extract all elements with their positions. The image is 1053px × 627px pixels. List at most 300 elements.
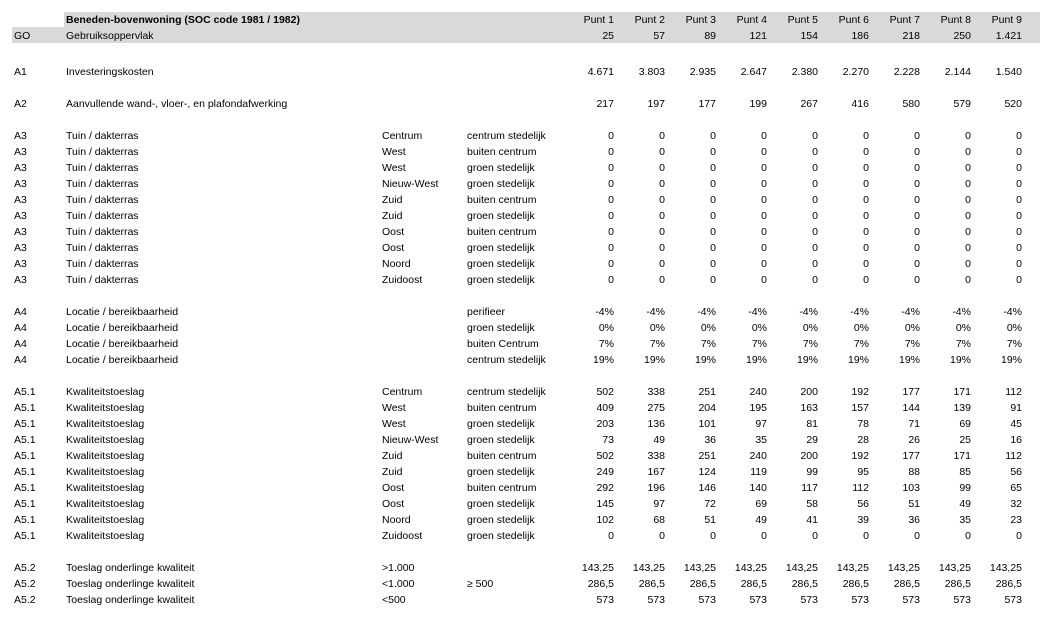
- row-value: 73: [602, 434, 614, 446]
- row-value: 0: [1016, 258, 1022, 270]
- row-description: Kwaliteitstoeslag: [66, 466, 145, 478]
- row-value: 0: [914, 226, 920, 238]
- row-type: centrum stedelijk: [467, 386, 546, 398]
- row-description: Kwaliteitstoeslag: [66, 530, 145, 542]
- row-value: 171: [953, 386, 971, 398]
- row-value: 192: [851, 386, 869, 398]
- row-value: 0%: [853, 322, 869, 334]
- row-value: 286,5: [740, 578, 767, 590]
- row-value: 140: [749, 482, 767, 494]
- row-value: 49: [653, 434, 665, 446]
- row-value: 171: [953, 450, 971, 462]
- row-value: 286,5: [893, 578, 920, 590]
- row-value: 117: [801, 482, 818, 494]
- row-value: 145: [596, 498, 614, 510]
- punt-header: Punt 5: [787, 14, 818, 26]
- row-description: Tuin / dakterras: [66, 178, 139, 190]
- row-value: 78: [857, 418, 869, 430]
- go-code: A5.2: [14, 594, 36, 606]
- row-value: 0: [812, 530, 818, 542]
- row-value: -4%: [952, 306, 971, 318]
- go-code: A5.1: [14, 450, 36, 462]
- row-description: Kwaliteitstoeslag: [66, 434, 145, 446]
- row-value: 0: [1016, 130, 1022, 142]
- punt-header: Punt 4: [736, 14, 767, 26]
- row-value: 58: [806, 498, 818, 510]
- go-code: A3: [14, 194, 27, 206]
- row-value: 143,25: [734, 562, 767, 574]
- row-value: 0: [761, 274, 767, 286]
- row-value: 167: [647, 466, 665, 478]
- punt-header: Punt 9: [991, 14, 1022, 26]
- row-value: 25: [959, 434, 971, 446]
- row-value: 112: [1005, 450, 1022, 462]
- go-code: A1: [14, 66, 27, 78]
- go-code: A3: [14, 210, 27, 222]
- row-region: West: [382, 162, 406, 174]
- row-value: 19%: [796, 354, 818, 366]
- row-type: buiten centrum: [467, 482, 537, 494]
- row-value: 0: [914, 530, 920, 542]
- row-value: 7%: [904, 338, 920, 350]
- row-value: 97: [653, 498, 665, 510]
- row-description: Tuin / dakterras: [66, 130, 139, 142]
- row-value: 4.671: [587, 66, 614, 78]
- row-value: 0: [761, 178, 767, 190]
- row-value: 88: [908, 466, 920, 478]
- table-row: [12, 448, 1040, 464]
- row-value: 69: [959, 418, 971, 430]
- row-value: 0: [914, 146, 920, 158]
- row-value: 573: [1004, 594, 1022, 606]
- row-type: buiten centrum: [467, 402, 537, 414]
- row-value: 0: [965, 146, 971, 158]
- table-row: [12, 144, 1040, 160]
- row-value: 203: [596, 418, 614, 430]
- row-value: 19%: [898, 354, 920, 366]
- row-value: 0: [965, 210, 971, 222]
- row-value: 0%: [1006, 322, 1022, 334]
- row-value: 2.935: [689, 66, 716, 78]
- row-value: 0: [710, 530, 716, 542]
- row-value: 81: [806, 418, 818, 430]
- row-value: 573: [596, 594, 614, 606]
- row-value: 286,5: [587, 578, 614, 590]
- go-code: A5.1: [14, 466, 36, 478]
- row-type: groen stedelijk: [467, 530, 535, 542]
- row-value: 19%: [592, 354, 614, 366]
- row-type: ≥ 500: [467, 578, 494, 590]
- row-value: 0: [1016, 146, 1022, 158]
- go-code: A3: [14, 242, 27, 254]
- row-value: 0: [1016, 210, 1022, 222]
- row-value: 143,25: [989, 562, 1022, 574]
- row-value: 0: [914, 242, 920, 254]
- row-value: 7%: [955, 338, 971, 350]
- row-value: 85: [959, 466, 971, 478]
- row-value: 7%: [700, 338, 716, 350]
- row-region: >1.000: [382, 562, 415, 574]
- row-value: 0: [812, 146, 818, 158]
- table-row: [12, 160, 1040, 176]
- row-value: 0: [710, 146, 716, 158]
- row-value: 0: [965, 530, 971, 542]
- row-description: Locatie / bereikbaarheid: [66, 354, 179, 366]
- header-row-oppervlak: [12, 28, 1040, 44]
- row-description: Toeslag onderlinge kwaliteit: [66, 578, 195, 590]
- row-value: 0: [761, 258, 767, 270]
- row-region: Oost: [382, 242, 405, 254]
- row-description: Locatie / bereikbaarheid: [66, 338, 179, 350]
- row-type: groen stedelijk: [467, 258, 535, 270]
- row-value: 0: [608, 210, 614, 222]
- row-value: -4%: [799, 306, 818, 318]
- row-value: 573: [902, 594, 920, 606]
- table-row: [12, 336, 1040, 352]
- row-value: 0: [659, 146, 665, 158]
- row-region: [382, 64, 468, 80]
- row-value: -4%: [595, 306, 614, 318]
- row-description: Kwaliteitstoeslag: [66, 482, 145, 494]
- row-value: 95: [857, 466, 869, 478]
- row-value: 0: [710, 258, 716, 270]
- row-value: 0: [710, 242, 716, 254]
- row-value: 0: [761, 530, 767, 542]
- row-value: 0: [659, 258, 665, 270]
- oppervlak-value: 25: [602, 30, 614, 42]
- row-value: 0: [710, 226, 716, 238]
- row-value: 143,25: [632, 562, 665, 574]
- row-value: 139: [953, 402, 971, 414]
- row-region: West: [382, 146, 406, 158]
- row-value: 0: [710, 194, 716, 206]
- row-type: buiten centrum: [467, 226, 537, 238]
- row-value: 0: [965, 178, 971, 190]
- punt-header: Punt 7: [889, 14, 920, 26]
- row-value: 0: [608, 178, 614, 190]
- row-value: 292: [596, 482, 614, 494]
- table-row: [12, 320, 1040, 336]
- row-value: 0: [761, 146, 767, 158]
- row-value: 143,25: [938, 562, 971, 574]
- oppervlak-value: 250: [953, 30, 971, 42]
- row-value: 7%: [751, 338, 767, 350]
- row-value: 267: [800, 98, 818, 110]
- go-code: A4: [14, 322, 27, 334]
- row-type: [467, 560, 567, 576]
- row-value: 143,25: [785, 562, 818, 574]
- row-value: 338: [647, 450, 665, 462]
- row-value: 7%: [598, 338, 614, 350]
- row-value: 0: [812, 194, 818, 206]
- row-description: Tuin / dakterras: [66, 194, 139, 206]
- row-description: Tuin / dakterras: [66, 242, 139, 254]
- go-code: A5.1: [14, 418, 36, 430]
- table-row: [12, 384, 1040, 400]
- row-description: Toeslag onderlinge kwaliteit: [66, 594, 195, 606]
- row-value: 0: [1016, 194, 1022, 206]
- row-description: Investeringskosten: [66, 66, 154, 78]
- row-value: 7%: [802, 338, 818, 350]
- row-value: 19%: [694, 354, 716, 366]
- row-value: 69: [755, 498, 767, 510]
- row-value: 2.228: [893, 66, 920, 78]
- table-row: [12, 560, 1040, 576]
- go-code: A3: [14, 146, 27, 158]
- row-value: 91: [1010, 402, 1022, 414]
- row-value: 251: [698, 386, 716, 398]
- row-value: 26: [908, 434, 920, 446]
- row-description: Tuin / dakterras: [66, 226, 139, 238]
- row-value: 0: [1016, 242, 1022, 254]
- go-code: A3: [14, 130, 27, 142]
- table-row: [12, 512, 1040, 528]
- row-value: 0: [659, 178, 665, 190]
- row-value: 0: [812, 274, 818, 286]
- table-row: [12, 224, 1040, 240]
- row-type: centrum stedelijk: [467, 354, 546, 366]
- punt-header: Punt 6: [838, 14, 869, 26]
- row-value: 251: [698, 450, 716, 462]
- go-code: A5.1: [14, 402, 36, 414]
- row-description: Kwaliteitstoeslag: [66, 450, 145, 462]
- row-region: [382, 320, 468, 336]
- row-region: Centrum: [382, 386, 423, 398]
- row-value: 0: [710, 130, 716, 142]
- row-value: 0: [965, 194, 971, 206]
- row-value: 0: [761, 130, 767, 142]
- go-code: A3: [14, 258, 27, 270]
- row-value: 2.270: [842, 66, 869, 78]
- row-value: 0: [863, 162, 869, 174]
- row-type: groen stedelijk: [467, 418, 535, 430]
- row-value: 0: [659, 162, 665, 174]
- row-value: 0: [863, 146, 869, 158]
- row-value: 0: [914, 258, 920, 270]
- row-description: Kwaliteitstoeslag: [66, 402, 145, 414]
- oppervlak-value: 57: [653, 30, 665, 42]
- row-value: 197: [647, 98, 665, 110]
- row-value: 579: [953, 98, 971, 110]
- row-value: 0: [965, 130, 971, 142]
- row-value: 240: [749, 386, 767, 398]
- table-row: [12, 208, 1040, 224]
- row-value: 0: [659, 194, 665, 206]
- row-region: [382, 336, 468, 352]
- row-value: -4%: [901, 306, 920, 318]
- row-value: 0: [608, 194, 614, 206]
- row-value: -4%: [697, 306, 716, 318]
- row-type: buiten centrum: [467, 146, 537, 158]
- row-value: 0: [863, 210, 869, 222]
- go-code: A3: [14, 178, 27, 190]
- row-value: 0: [1016, 178, 1022, 190]
- row-region: Nieuw-West: [382, 434, 439, 446]
- row-region: Oost: [382, 226, 405, 238]
- table-row: [12, 352, 1040, 368]
- row-value: 195: [749, 402, 767, 414]
- row-value: -4%: [1003, 306, 1022, 318]
- row-value: 0: [863, 530, 869, 542]
- row-value: 7%: [1006, 338, 1022, 350]
- table-row: [12, 304, 1040, 320]
- row-value: 0: [965, 226, 971, 238]
- row-value: 0: [863, 274, 869, 286]
- table-row: [12, 528, 1040, 544]
- row-value: 0%: [955, 322, 971, 334]
- row-value: 3.803: [638, 66, 665, 78]
- row-value: 72: [704, 498, 716, 510]
- row-type: groen stedelijk: [467, 498, 535, 510]
- row-value: 0: [863, 178, 869, 190]
- row-value: 0: [608, 258, 614, 270]
- row-value: 286,5: [689, 578, 716, 590]
- row-value: -4%: [646, 306, 665, 318]
- row-value: 28: [857, 434, 869, 446]
- oppervlak-value: 121: [749, 30, 767, 42]
- row-region: [382, 96, 468, 112]
- row-type: [467, 592, 567, 608]
- row-value: 68: [653, 514, 665, 526]
- row-value: -4%: [748, 306, 767, 318]
- row-value: 99: [959, 482, 971, 494]
- row-value: 0: [965, 242, 971, 254]
- sheet-subtitle: Gebruiksoppervlak: [66, 30, 154, 42]
- go-code: A4: [14, 338, 27, 350]
- row-value: 0: [914, 162, 920, 174]
- row-value: 0: [965, 162, 971, 174]
- row-value: 502: [596, 386, 614, 398]
- row-value: 177: [902, 386, 920, 398]
- row-description: Aanvullende wand-, vloer-, en plafondafwerking: [66, 98, 288, 110]
- row-region: <1.000: [382, 578, 415, 590]
- row-value: 0: [914, 130, 920, 142]
- go-code: A3: [14, 274, 27, 286]
- row-value: 0: [914, 274, 920, 286]
- row-type: buiten Centrum: [467, 338, 539, 350]
- table-row: [12, 496, 1040, 512]
- go-code: A5.1: [14, 434, 36, 446]
- row-description: Toeslag onderlinge kwaliteit: [66, 562, 195, 574]
- row-value: 0: [914, 194, 920, 206]
- row-region: Zuid: [382, 466, 403, 478]
- row-value: 7%: [853, 338, 869, 350]
- row-value: 573: [647, 594, 665, 606]
- row-value: 103: [902, 482, 920, 494]
- row-type: groen stedelijk: [467, 434, 535, 446]
- row-region: Oost: [382, 482, 405, 494]
- row-value: 143,25: [836, 562, 869, 574]
- row-type: [467, 64, 567, 80]
- row-value: 0: [863, 242, 869, 254]
- table-row: [12, 592, 1040, 608]
- row-type: buiten centrum: [467, 450, 537, 462]
- row-region: Nieuw-West: [382, 178, 439, 190]
- oppervlak-value: 154: [800, 30, 818, 42]
- row-region: Zuidoost: [382, 274, 423, 286]
- oppervlak-value: 218: [902, 30, 920, 42]
- row-value: 0: [761, 242, 767, 254]
- row-value: 217: [596, 98, 614, 110]
- row-value: 0%: [700, 322, 716, 334]
- row-value: 0: [965, 258, 971, 270]
- row-value: 19%: [949, 354, 971, 366]
- row-value: 97: [755, 418, 767, 430]
- row-value: 0: [659, 530, 665, 542]
- row-region: [382, 304, 468, 320]
- row-value: 19%: [643, 354, 665, 366]
- row-value: 7%: [649, 338, 665, 350]
- row-value: 338: [647, 386, 665, 398]
- row-value: 192: [851, 450, 869, 462]
- row-value: 573: [851, 594, 869, 606]
- row-type: groen stedelijk: [467, 162, 535, 174]
- table-row: [12, 480, 1040, 496]
- row-type: groen stedelijk: [467, 466, 535, 478]
- row-value: 573: [698, 594, 716, 606]
- row-value: 56: [857, 498, 869, 510]
- row-value: 101: [698, 418, 716, 430]
- row-region: <500: [382, 594, 406, 606]
- row-value: 36: [704, 434, 716, 446]
- row-value: 0: [659, 226, 665, 238]
- row-value: 19%: [745, 354, 767, 366]
- table-row: [12, 192, 1040, 208]
- row-value: 200: [800, 450, 818, 462]
- row-value: 0: [914, 210, 920, 222]
- row-value: 0: [659, 210, 665, 222]
- row-value: 157: [851, 402, 869, 414]
- row-value: 573: [749, 594, 767, 606]
- row-type: groen stedelijk: [467, 210, 535, 222]
- row-value: 0: [761, 210, 767, 222]
- row-value: 23: [1010, 514, 1022, 526]
- row-value: 0: [608, 242, 614, 254]
- row-value: 144: [902, 402, 920, 414]
- row-description: Tuin / dakterras: [66, 258, 139, 270]
- row-value: 0: [812, 258, 818, 270]
- row-region: [382, 352, 468, 368]
- row-value: 136: [647, 418, 665, 430]
- table-row: [12, 432, 1040, 448]
- go-code: A5.1: [14, 530, 36, 542]
- table-row: [12, 176, 1040, 192]
- row-value: 502: [596, 450, 614, 462]
- oppervlak-value: 89: [704, 30, 716, 42]
- row-value: 0: [608, 530, 614, 542]
- row-value: 177: [698, 98, 716, 110]
- row-value: 0: [608, 130, 614, 142]
- row-value: 0: [914, 178, 920, 190]
- row-description: Tuin / dakterras: [66, 274, 139, 286]
- row-type: groen stedelijk: [467, 178, 535, 190]
- table-row: [12, 64, 1040, 80]
- row-value: 35: [755, 434, 767, 446]
- row-value: 32: [1010, 498, 1022, 510]
- row-value: 286,5: [842, 578, 869, 590]
- punt-header: Punt 8: [940, 14, 971, 26]
- row-value: 51: [704, 514, 716, 526]
- row-value: 0: [761, 162, 767, 174]
- row-value: 163: [800, 402, 818, 414]
- row-value: 0: [710, 162, 716, 174]
- row-type: perifieer: [467, 306, 505, 318]
- row-value: 0: [710, 210, 716, 222]
- row-value: 196: [647, 482, 665, 494]
- row-value: 286,5: [638, 578, 665, 590]
- go-code: A2: [14, 98, 27, 110]
- table-row: [12, 96, 1040, 112]
